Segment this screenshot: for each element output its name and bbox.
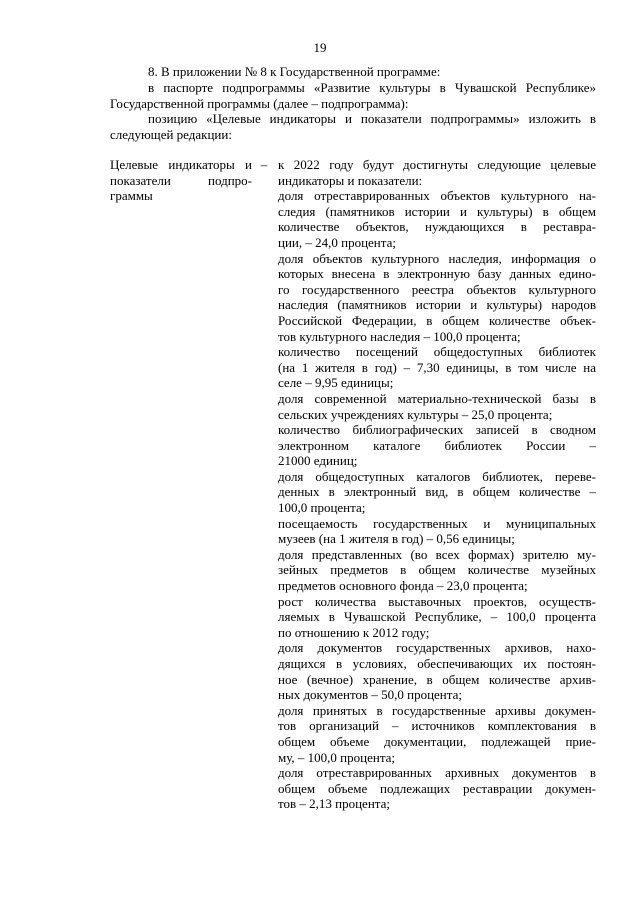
indicator-line: которых внесена в электронную базу данных едино- [278,266,596,282]
intro-paragraph: в паспорте подпрограммы «Развитие культуры в Чувашской Республике» Государственной программы (далее – подпрограмма): [110,79,596,111]
indicator-line: селе – 9,95 единицы; [278,375,394,391]
indicator-item [278,391,596,422]
indicator-item [278,640,596,702]
indicator-item [278,157,596,188]
indicator-line: го государственного реестра объектов культурного [278,281,596,297]
indicator-line: доля принятых в государственные архивы докумен- [278,702,596,718]
indicator-line: музеев (на 1 жителя в год) – 0,56 единицы; [278,531,515,547]
indicator-item [278,594,596,641]
indicator-list [278,157,596,812]
indicator-line: доля общедоступных каталогов библиотек, переве- [278,468,596,484]
indicator-item [278,703,596,765]
indicator-line: 21000 единиц; [278,453,358,469]
intro-text [110,64,596,143]
indicator-line: наследия (памятников истории и культуры) народов [278,297,596,313]
indicator-line: к 2022 году будут достигнуты следующие целевые [278,157,596,172]
position-dash: – [260,157,268,172]
indicator-line: ных документов – 50,0 процента; [278,687,462,703]
indicator-line: тов – 2,13 процента; [278,796,391,812]
label-line: Целевые индикаторы и [110,157,252,172]
indicator-line: зейных предметов в общем количестве музейных [278,562,596,578]
indicator-line: доля отреставрированных объектов культурного на- [278,188,596,204]
indicator-line: посещаемость государственных и муниципальных [278,515,596,531]
indicator-item [278,188,596,250]
indicator-line: по отношению к 2012 году; [278,624,430,640]
indicator-line: ное (вечное) хранение, в общем количестве архив- [278,671,596,687]
indicator-item [278,765,596,812]
page-number: 19 [313,40,327,55]
indicator-line: Российской Федерации, в общем количестве объек- [278,312,596,328]
indicator-line: тов культурного наследия – 100,0 процента; [278,328,521,344]
indicator-line: доля документов государственных архивов, нахо- [278,640,596,656]
indicator-item [278,344,596,391]
indicator-item [278,516,596,547]
indicator-line: ляемых в Чувашской Республике, – 100,0 процента [278,609,596,625]
indicator-line: (на 1 жителя в год) – 7,30 единицы, в том числе на [278,359,596,375]
position-label [110,157,252,204]
indicator-item [278,469,596,516]
indicator-line: денных в электронный вид, в общем количестве – [278,484,596,500]
indicator-line: общем объеме подлежащих реставрации докумен- [278,780,596,796]
indicator-item [278,422,596,469]
indicator-line: рост количества выставочных проектов, осуществ- [278,593,596,609]
indicator-line: общем объеме документации, подлежащей прие- [278,733,596,749]
indicator-line: доля современной материально-технической базы в [278,390,596,406]
indicator-line: доля отреставрированных архивных документов в [278,765,596,781]
indicator-line: дящихся в условиях, обеспечивающих их постоян- [278,656,596,671]
indicator-line: электронном каталоге библиотек России – [278,437,596,453]
indicator-line: му, – 100,0 процента; [278,749,396,765]
indicator-item [278,251,596,345]
intro-paragraph: позицию «Целевые индикаторы и показатели подпрограммы» изложить в следующей редакции: [110,111,596,143]
indicator-line: доля представленных (во всех формах) зрителю му- [278,546,596,562]
indicator-item [278,547,596,594]
indicator-line: следия (памятников истории и культуры) в общем [278,203,596,219]
intro-paragraph: 8. В приложении № 8 к Государственной программе: [148,64,441,79]
indicator-line: доля объектов культурного наследия, информация о [278,250,596,266]
label-line: граммы [110,188,153,204]
indicator-line: сельских учреждениях культуры – 25,0 процента; [278,406,553,422]
indicator-line: 100,0 процента; [278,500,366,516]
indicator-line: количестве объектов, нуждающихся в реставра- [278,219,596,235]
indicator-line: количество библиографических записей в сводном [278,422,596,438]
indicator-line: тов организаций – источников комплектования в [278,718,596,734]
indicator-line: ции, – 24,0 процента; [278,234,396,250]
indicator-line: количество посещений общедоступных библиотек [278,344,596,360]
label-line: показатели подпро- [110,172,252,188]
indicator-line: индикаторы и показатели: [278,172,423,188]
indicator-line: предметов основного фонда – 23,0 процента; [278,578,528,594]
